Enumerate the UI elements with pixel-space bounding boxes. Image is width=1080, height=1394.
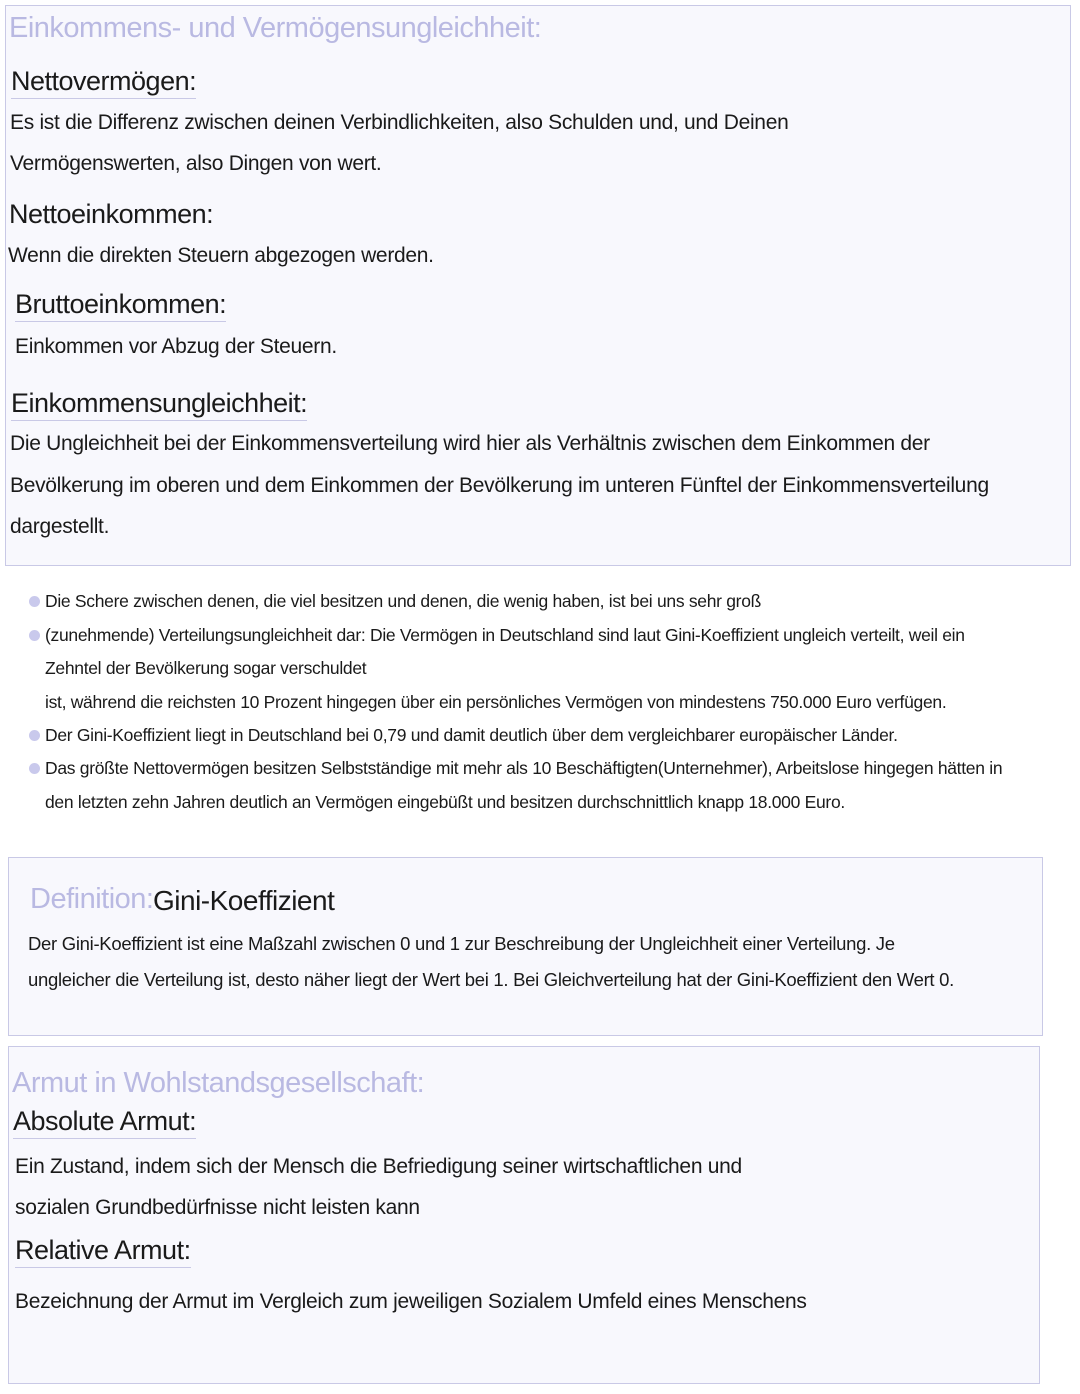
bullet-text: Die Schere zwischen denen, die viel besitzen und denen, die wenig haben, ist bei uns sehr groß [45,591,762,611]
bullet-text: den letzten zehn Jahren deutlich an Vermögen eingebüßt und besitzen durchschnittlich knapp 18.000 Euro. [45,792,845,812]
section-title: Armut in Wohlstandsgesellschaft: [12,1067,425,1099]
bullet-icon [29,596,40,607]
term-heading: Nettoeinkommen: [9,199,214,229]
bullet-icon [29,630,40,641]
term-text: Wenn die direkten Steuern abgezogen werden. [8,244,434,267]
term-heading: Einkommensungleichheit: [11,388,307,421]
term-text: Bezeichnung der Armut im Vergleich zum jeweiligen Sozialem Umfeld eines Menschens [15,1290,807,1313]
bullet-icon [29,763,40,774]
bullet-text: ist, während die reichsten 10 Prozent hingegen über ein persönliches Vermögen von mindestens 750.000 Euro verfügen. [45,692,947,712]
term-text: dargestellt. [10,515,110,538]
term-heading: Bruttoeinkommen: [15,289,226,322]
bullet-text: Das größte Nettovermögen besitzen Selbstständige mit mehr als 10 Beschäftigten(Unternehmer), Arbeitslose hingegen hätten in [45,758,1003,778]
term-text: Es ist die Differenz zwischen deinen Verbindlichkeiten, also Schulden und, und Deinen [10,111,789,134]
term-heading: Absolute Armut: [13,1106,196,1139]
definition-label: Definition: [30,883,154,915]
term-text: Die Ungleichheit bei der Einkommensverteilung wird hier als Verhältnis zwischen dem Einkommen der [10,432,930,455]
bullet-text: Zehntel der Bevölkerung sogar verschuldet [45,658,367,678]
term-heading: Nettovermögen: [11,66,196,99]
bullet-icon [29,730,40,741]
bullet-text: Der Gini-Koeffizient liegt in Deutschland bei 0,79 und damit deutlich über dem vergleichbarer europäischer Länder. [45,725,898,745]
term-text: Vermögenswerten, also Dingen von wert. [10,152,382,175]
term-text: Ein Zustand, indem sich der Mensch die Befriedigung seiner wirtschaftlichen und [15,1155,742,1178]
term-heading: Relative Armut: [15,1235,191,1268]
term-text: Einkommen vor Abzug der Steuern. [15,335,337,358]
bullet-text: (zunehmende) Verteilungsungleichheit dar: Die Vermögen in Deutschland sind laut Gini-Koeffizient ungleich verteilt, weil ein [45,625,965,645]
definition-text: ungleicher die Verteilung ist, desto näher liegt der Wert bei 1. Bei Gleichverteilung hat der Gini-Koeffizient den Wert 0. [28,969,954,990]
term-text: sozialen Grundbedürfnisse nicht leisten kann [15,1196,420,1219]
definition-term: Gini-Koeffizient [153,885,335,916]
definition-text: Der Gini-Koeffizient ist eine Maßzahl zwischen 0 und 1 zur Beschreibung der Ungleichheit einer Verteilung. Je [28,933,895,954]
section-title: Einkommens- und Vermögensungleichheit: [9,12,542,44]
term-text: Bevölkerung im oberen und dem Einkommen der Bevölkerung im unteren Fünftel der Einkommensverteilung [10,474,989,497]
